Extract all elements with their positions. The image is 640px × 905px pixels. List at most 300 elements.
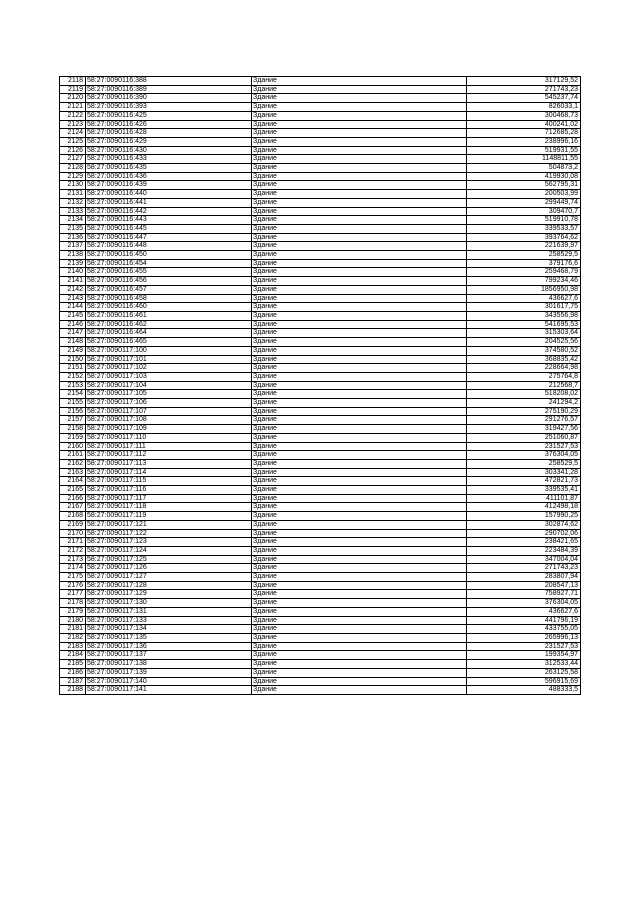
cadastral-number-cell: 58:27:0090117:140 (86, 677, 252, 686)
cadastral-number-cell: 58:27:0090117:113 (86, 459, 252, 468)
cadastral-number-cell: 58:27:0090117:124 (86, 546, 252, 555)
object-type-cell: Здание (252, 303, 467, 312)
object-type-cell: Здание (252, 486, 467, 495)
table-row (60, 486, 581, 495)
table-row (60, 599, 581, 608)
object-type-cell: Здание (252, 355, 467, 364)
row-number-cell: 2161 (60, 451, 86, 460)
row-number-cell: 2139 (60, 259, 86, 268)
object-type-cell: Здание (252, 494, 467, 503)
table-row (60, 242, 581, 251)
cadastral-value-cell: 411101,87 (467, 494, 581, 503)
table-row (60, 172, 581, 181)
row-number-cell: 2187 (60, 677, 86, 686)
row-number-cell: 2141 (60, 277, 86, 286)
object-type-cell: Здание (252, 529, 467, 538)
cadastral-value-cell: 221639,97 (467, 242, 581, 251)
row-number-cell: 2135 (60, 224, 86, 233)
cadastral-value-cell: 312533,44 (467, 660, 581, 669)
cadastral-value-cell: 433755,05 (467, 625, 581, 634)
cadastral-value-cell: 400241,02 (467, 120, 581, 129)
row-number-cell: 2159 (60, 433, 86, 442)
cadastral-value-cell: 541695,53 (467, 320, 581, 329)
cadastral-number-cell: 58:27:0090117:127 (86, 573, 252, 582)
row-number-cell: 2144 (60, 303, 86, 312)
object-type-cell: Здание (252, 233, 467, 242)
row-number-cell: 2124 (60, 129, 86, 138)
cadastral-number-cell: 58:27:0090116:440 (86, 190, 252, 199)
object-type-cell: Здание (252, 242, 467, 251)
table-row (60, 103, 581, 112)
object-type-cell: Здание (252, 172, 467, 181)
table-row (60, 416, 581, 425)
object-type-cell: Здание (252, 277, 467, 286)
object-type-cell: Здание (252, 555, 467, 564)
object-type-cell: Здание (252, 224, 467, 233)
object-type-cell: Здание (252, 503, 467, 512)
object-type-cell: Здание (252, 338, 467, 347)
cadastral-number-cell: 58:27:0090116:458 (86, 294, 252, 303)
table-row (60, 390, 581, 399)
row-number-cell: 2151 (60, 364, 86, 373)
row-number-cell: 2128 (60, 164, 86, 173)
row-number-cell: 2183 (60, 642, 86, 651)
table-row (60, 338, 581, 347)
row-number-cell: 2142 (60, 285, 86, 294)
object-type-cell: Здание (252, 111, 467, 120)
row-number-cell: 2172 (60, 546, 86, 555)
row-number-cell: 2118 (60, 77, 86, 86)
table-row (60, 207, 581, 216)
table-row (60, 407, 581, 416)
cadastral-number-cell: 58:27:0090116:462 (86, 320, 252, 329)
cadastral-value-cell: 799234,46 (467, 277, 581, 286)
cadastral-number-cell: 58:27:0090116:425 (86, 111, 252, 120)
cadastral-number-cell: 58:27:0090116:464 (86, 329, 252, 338)
object-type-cell: Здание (252, 686, 467, 695)
cadastral-value-cell: 826033,1 (467, 103, 581, 112)
table-row (60, 346, 581, 355)
table-row (60, 642, 581, 651)
object-type-cell: Здание (252, 642, 467, 651)
cadastral-value-cell: 204525,56 (467, 338, 581, 347)
cadastral-number-cell: 58:27:0090117:133 (86, 616, 252, 625)
cadastral-number-cell: 58:27:0090116:441 (86, 198, 252, 207)
object-type-cell: Здание (252, 607, 467, 616)
table-row (60, 520, 581, 529)
table-row (60, 686, 581, 695)
table-row (60, 677, 581, 686)
table-row (60, 564, 581, 573)
row-number-cell: 2133 (60, 207, 86, 216)
cadastral-value-cell: 376304,05 (467, 451, 581, 460)
object-type-cell: Здание (252, 616, 467, 625)
object-type-cell: Здание (252, 329, 467, 338)
object-type-cell: Здание (252, 425, 467, 434)
cadastral-number-cell: 58:27:0090117:115 (86, 477, 252, 486)
cadastral-number-cell: 58:27:0090117:141 (86, 686, 252, 695)
object-type-cell: Здание (252, 451, 467, 460)
row-number-cell: 2145 (60, 311, 86, 320)
row-number-cell: 2158 (60, 425, 86, 434)
table-row (60, 277, 581, 286)
table-row (60, 381, 581, 390)
table-row (60, 216, 581, 225)
cadastral-number-cell: 58:27:0090116:393 (86, 103, 252, 112)
object-type-cell: Здание (252, 407, 467, 416)
object-type-cell: Здание (252, 399, 467, 408)
row-number-cell: 2155 (60, 399, 86, 408)
table-row (60, 259, 581, 268)
cadastral-number-cell: 58:27:0090117:138 (86, 660, 252, 669)
row-number-cell: 2166 (60, 494, 86, 503)
cadastral-value-cell: 596915,69 (467, 677, 581, 686)
row-number-cell: 2173 (60, 555, 86, 564)
cadastral-value-cell: 259468,79 (467, 268, 581, 277)
cadastral-number-cell: 58:27:0090116:390 (86, 94, 252, 103)
object-type-cell: Здание (252, 268, 467, 277)
table-row (60, 329, 581, 338)
object-type-cell: Здание (252, 625, 467, 634)
object-type-cell: Здание (252, 190, 467, 199)
table-row (60, 137, 581, 146)
row-number-cell: 2176 (60, 581, 86, 590)
table-row (60, 468, 581, 477)
row-number-cell: 2153 (60, 381, 86, 390)
object-type-cell: Здание (252, 512, 467, 521)
table-row (60, 651, 581, 660)
table-row (60, 224, 581, 233)
cadastral-number-cell: 58:27:0090116:435 (86, 164, 252, 173)
object-type-cell: Здание (252, 137, 467, 146)
cadastral-number-cell: 58:27:0090116:428 (86, 129, 252, 138)
cadastral-value-cell: 275190,29 (467, 407, 581, 416)
table-row (60, 320, 581, 329)
object-type-cell: Здание (252, 634, 467, 643)
table-row (60, 111, 581, 120)
row-number-cell: 2164 (60, 477, 86, 486)
object-type-cell: Здание (252, 538, 467, 547)
cadastral-value-cell: 258529,5 (467, 251, 581, 260)
cadastral-value-cell: 376304,05 (467, 599, 581, 608)
object-type-cell: Здание (252, 372, 467, 381)
cadastral-number-cell: 58:27:0090116:388 (86, 77, 252, 86)
table-row (60, 399, 581, 408)
table-row (60, 251, 581, 260)
cadastral-value-cell: 393764,62 (467, 233, 581, 242)
cadastral-value-cell: 263125,58 (467, 668, 581, 677)
object-type-cell: Здание (252, 459, 467, 468)
object-type-cell: Здание (252, 477, 467, 486)
object-type-cell: Здание (252, 520, 467, 529)
cadastral-value-cell: 212568,7 (467, 381, 581, 390)
row-number-cell: 2132 (60, 198, 86, 207)
table-row (60, 668, 581, 677)
object-type-cell: Здание (252, 207, 467, 216)
row-number-cell: 2122 (60, 111, 86, 120)
cadastral-value-cell: 301617,75 (467, 303, 581, 312)
table-row (60, 190, 581, 199)
object-type-cell: Здание (252, 381, 467, 390)
cadastral-number-cell: 58:27:0090116:447 (86, 233, 252, 242)
cadastral-number-cell: 58:27:0090117:109 (86, 425, 252, 434)
cadastral-value-cell: 238421,65 (467, 538, 581, 547)
row-number-cell: 2156 (60, 407, 86, 416)
cadastral-number-cell: 58:27:0090117:116 (86, 486, 252, 495)
cadastral-number-cell: 58:27:0090117:100 (86, 346, 252, 355)
cadastral-value-cell: 200503,99 (467, 190, 581, 199)
cadastral-value-cell: 319427,56 (467, 425, 581, 434)
cadastral-number-cell: 58:27:0090116:436 (86, 172, 252, 181)
cadastral-value-cell: 504873,2 (467, 164, 581, 173)
cadastral-number-cell: 58:27:0090117:130 (86, 599, 252, 608)
cadastral-number-cell: 58:27:0090117:135 (86, 634, 252, 643)
row-number-cell: 2168 (60, 512, 86, 521)
cadastral-number-cell: 58:27:0090117:134 (86, 625, 252, 634)
object-type-cell: Здание (252, 346, 467, 355)
cadastral-value-cell: 271743,23 (467, 85, 581, 94)
cadastral-value-cell: 300468,73 (467, 111, 581, 120)
cadastral-number-cell: 58:27:0090117:105 (86, 390, 252, 399)
cadastral-value-cell: 241294,2 (467, 399, 581, 408)
cadastral-number-cell: 58:27:0090116:433 (86, 155, 252, 164)
cadastral-value-cell: 283807,94 (467, 573, 581, 582)
cadastral-value-cell: 317129,52 (467, 77, 581, 86)
object-type-cell: Здание (252, 564, 467, 573)
row-number-cell: 2154 (60, 390, 86, 399)
cadastral-value-cell: 302874,62 (467, 520, 581, 529)
cadastral-number-cell: 58:27:0090117:108 (86, 416, 252, 425)
cadastral-number-cell: 58:27:0090117:136 (86, 642, 252, 651)
table-row (60, 555, 581, 564)
object-type-cell: Здание (252, 77, 467, 86)
object-type-cell: Здание (252, 468, 467, 477)
row-number-cell: 2174 (60, 564, 86, 573)
object-type-cell: Здание (252, 103, 467, 112)
cadastral-number-cell: 58:27:0090116:456 (86, 277, 252, 286)
cadastral-number-cell: 58:27:0090116:448 (86, 242, 252, 251)
cadastral-value-cell: 436627,6 (467, 607, 581, 616)
cadastral-number-cell: 58:27:0090117:114 (86, 468, 252, 477)
cadastral-number-cell: 58:27:0090116:429 (86, 137, 252, 146)
row-number-cell: 2146 (60, 320, 86, 329)
cadastral-number-cell: 58:27:0090117:111 (86, 442, 252, 451)
object-type-cell: Здание (252, 216, 467, 225)
cadastral-number-cell: 58:27:0090117:107 (86, 407, 252, 416)
row-number-cell: 2126 (60, 146, 86, 155)
table-row (60, 364, 581, 373)
cadastral-number-cell: 58:27:0090116:389 (86, 85, 252, 94)
object-type-cell: Здание (252, 294, 467, 303)
cadastral-number-cell: 58:27:0090116:450 (86, 251, 252, 260)
cadastral-value-cell: 228664,98 (467, 364, 581, 373)
row-number-cell: 2165 (60, 486, 86, 495)
row-number-cell: 2130 (60, 181, 86, 190)
cadastral-number-cell: 58:27:0090116:430 (86, 146, 252, 155)
cadastral-number-cell: 58:27:0090116:457 (86, 285, 252, 294)
table-row (60, 164, 581, 173)
table-row (60, 459, 581, 468)
cadastral-number-cell: 58:27:0090116:443 (86, 216, 252, 225)
row-number-cell: 2137 (60, 242, 86, 251)
object-type-cell: Здание (252, 198, 467, 207)
cadastral-number-cell: 58:27:0090117:117 (86, 494, 252, 503)
object-type-cell: Здание (252, 85, 467, 94)
cadastral-value-table (59, 76, 581, 695)
cadastral-value-cell: 419930,08 (467, 172, 581, 181)
row-number-cell: 2140 (60, 268, 86, 277)
cadastral-number-cell: 58:27:0090117:131 (86, 607, 252, 616)
cadastral-value-cell: 562795,31 (467, 181, 581, 190)
object-type-cell: Здание (252, 590, 467, 599)
cadastral-number-cell: 58:27:0090116:460 (86, 303, 252, 312)
row-number-cell: 2178 (60, 599, 86, 608)
cadastral-value-cell: 265996,13 (467, 634, 581, 643)
cadastral-number-cell: 58:27:0090117:122 (86, 529, 252, 538)
cadastral-number-cell: 58:27:0090117:129 (86, 590, 252, 599)
cadastral-number-cell: 58:27:0090116:426 (86, 120, 252, 129)
cadastral-number-cell: 58:27:0090116:465 (86, 338, 252, 347)
cadastral-value-cell: 343556,98 (467, 311, 581, 320)
cadastral-number-cell: 58:27:0090117:137 (86, 651, 252, 660)
cadastral-value-cell: 258529,5 (467, 459, 581, 468)
cadastral-value-cell: 299449,74 (467, 198, 581, 207)
cadastral-value-cell: 223484,39 (467, 546, 581, 555)
row-number-cell: 2119 (60, 85, 86, 94)
row-number-cell: 2134 (60, 216, 86, 225)
cadastral-number-cell: 58:27:0090117:125 (86, 555, 252, 564)
cadastral-number-cell: 58:27:0090116:461 (86, 311, 252, 320)
cadastral-value-cell: 339535,41 (467, 486, 581, 495)
table-body (60, 77, 581, 695)
cadastral-value-cell: 472821,73 (467, 477, 581, 486)
table-row (60, 590, 581, 599)
cadastral-value-cell: 290702,06 (467, 529, 581, 538)
cadastral-number-cell: 58:27:0090117:139 (86, 668, 252, 677)
object-type-cell: Здание (252, 573, 467, 582)
table-row (60, 433, 581, 442)
row-number-cell: 2131 (60, 190, 86, 199)
table-row (60, 85, 581, 94)
table-row (60, 546, 581, 555)
table-row (60, 477, 581, 486)
cadastral-value-cell: 441796,19 (467, 616, 581, 625)
cadastral-number-cell: 58:27:0090117:104 (86, 381, 252, 390)
row-number-cell: 2147 (60, 329, 86, 338)
table-row (60, 311, 581, 320)
table-row (60, 581, 581, 590)
table-row (60, 425, 581, 434)
row-number-cell: 2163 (60, 468, 86, 477)
row-number-cell: 2123 (60, 120, 86, 129)
row-number-cell: 2186 (60, 668, 86, 677)
row-number-cell: 2169 (60, 520, 86, 529)
table-row (60, 181, 581, 190)
cadastral-value-cell: 368835,42 (467, 355, 581, 364)
table-row (60, 538, 581, 547)
table-row (60, 512, 581, 521)
table-row (60, 285, 581, 294)
cadastral-number-cell: 58:27:0090117:101 (86, 355, 252, 364)
cadastral-number-cell: 58:27:0090117:128 (86, 581, 252, 590)
row-number-cell: 2179 (60, 607, 86, 616)
cadastral-value-cell: 315303,64 (467, 329, 581, 338)
row-number-cell: 2180 (60, 616, 86, 625)
row-number-cell: 2127 (60, 155, 86, 164)
object-type-cell: Здание (252, 599, 467, 608)
cadastral-value-cell: 412498,18 (467, 503, 581, 512)
object-type-cell: Здание (252, 677, 467, 686)
object-type-cell: Здание (252, 259, 467, 268)
object-type-cell: Здание (252, 416, 467, 425)
cadastral-number-cell: 58:27:0090117:102 (86, 364, 252, 373)
table-row (60, 573, 581, 582)
row-number-cell: 2175 (60, 573, 86, 582)
table-row (60, 634, 581, 643)
cadastral-number-cell: 58:27:0090116:455 (86, 268, 252, 277)
table-row (60, 155, 581, 164)
cadastral-value-cell: 519931,55 (467, 146, 581, 155)
table-row (60, 129, 581, 138)
object-type-cell: Здание (252, 155, 467, 164)
table-row (60, 494, 581, 503)
cadastral-number-cell: 58:27:0090116:439 (86, 181, 252, 190)
cadastral-number-cell: 58:27:0090117:119 (86, 512, 252, 521)
cadastral-value-cell: 303341,28 (467, 468, 581, 477)
object-type-cell: Здание (252, 120, 467, 129)
table-row (60, 233, 581, 242)
table-row (60, 355, 581, 364)
object-type-cell: Здание (252, 94, 467, 103)
cadastral-value-cell: 1148811,55 (467, 155, 581, 164)
cadastral-value-cell: 199354,97 (467, 651, 581, 660)
cadastral-value-cell: 231527,53 (467, 442, 581, 451)
table-row (60, 303, 581, 312)
object-type-cell: Здание (252, 364, 467, 373)
object-type-cell: Здание (252, 320, 467, 329)
cadastral-value-cell: 712685,28 (467, 129, 581, 138)
row-number-cell: 2125 (60, 137, 86, 146)
cadastral-number-cell: 58:27:0090117:103 (86, 372, 252, 381)
cadastral-number-cell: 58:27:0090117:106 (86, 399, 252, 408)
cadastral-number-cell: 58:27:0090116:454 (86, 259, 252, 268)
row-number-cell: 2136 (60, 233, 86, 242)
cadastral-number-cell: 58:27:0090117:121 (86, 520, 252, 529)
table-row (60, 77, 581, 86)
object-type-cell: Здание (252, 581, 467, 590)
cadastral-value-cell: 374580,52 (467, 346, 581, 355)
row-number-cell: 2167 (60, 503, 86, 512)
row-number-cell: 2152 (60, 372, 86, 381)
cadastral-value-cell: 275764,8 (467, 372, 581, 381)
cadastral-value-cell: 251060,87 (467, 433, 581, 442)
cadastral-value-cell: 519910,78 (467, 216, 581, 225)
table-row (60, 625, 581, 634)
cadastral-number-cell: 58:27:0090117:112 (86, 451, 252, 460)
table-row (60, 372, 581, 381)
row-number-cell: 2149 (60, 346, 86, 355)
table-row (60, 198, 581, 207)
object-type-cell: Здание (252, 442, 467, 451)
cadastral-number-cell: 58:27:0090116:445 (86, 224, 252, 233)
cadastral-value-cell: 758927,71 (467, 590, 581, 599)
cadastral-value-cell: 157990,25 (467, 512, 581, 521)
row-number-cell: 2138 (60, 251, 86, 260)
row-number-cell: 2182 (60, 634, 86, 643)
object-type-cell: Здание (252, 546, 467, 555)
table-row (60, 660, 581, 669)
row-number-cell: 2184 (60, 651, 86, 660)
